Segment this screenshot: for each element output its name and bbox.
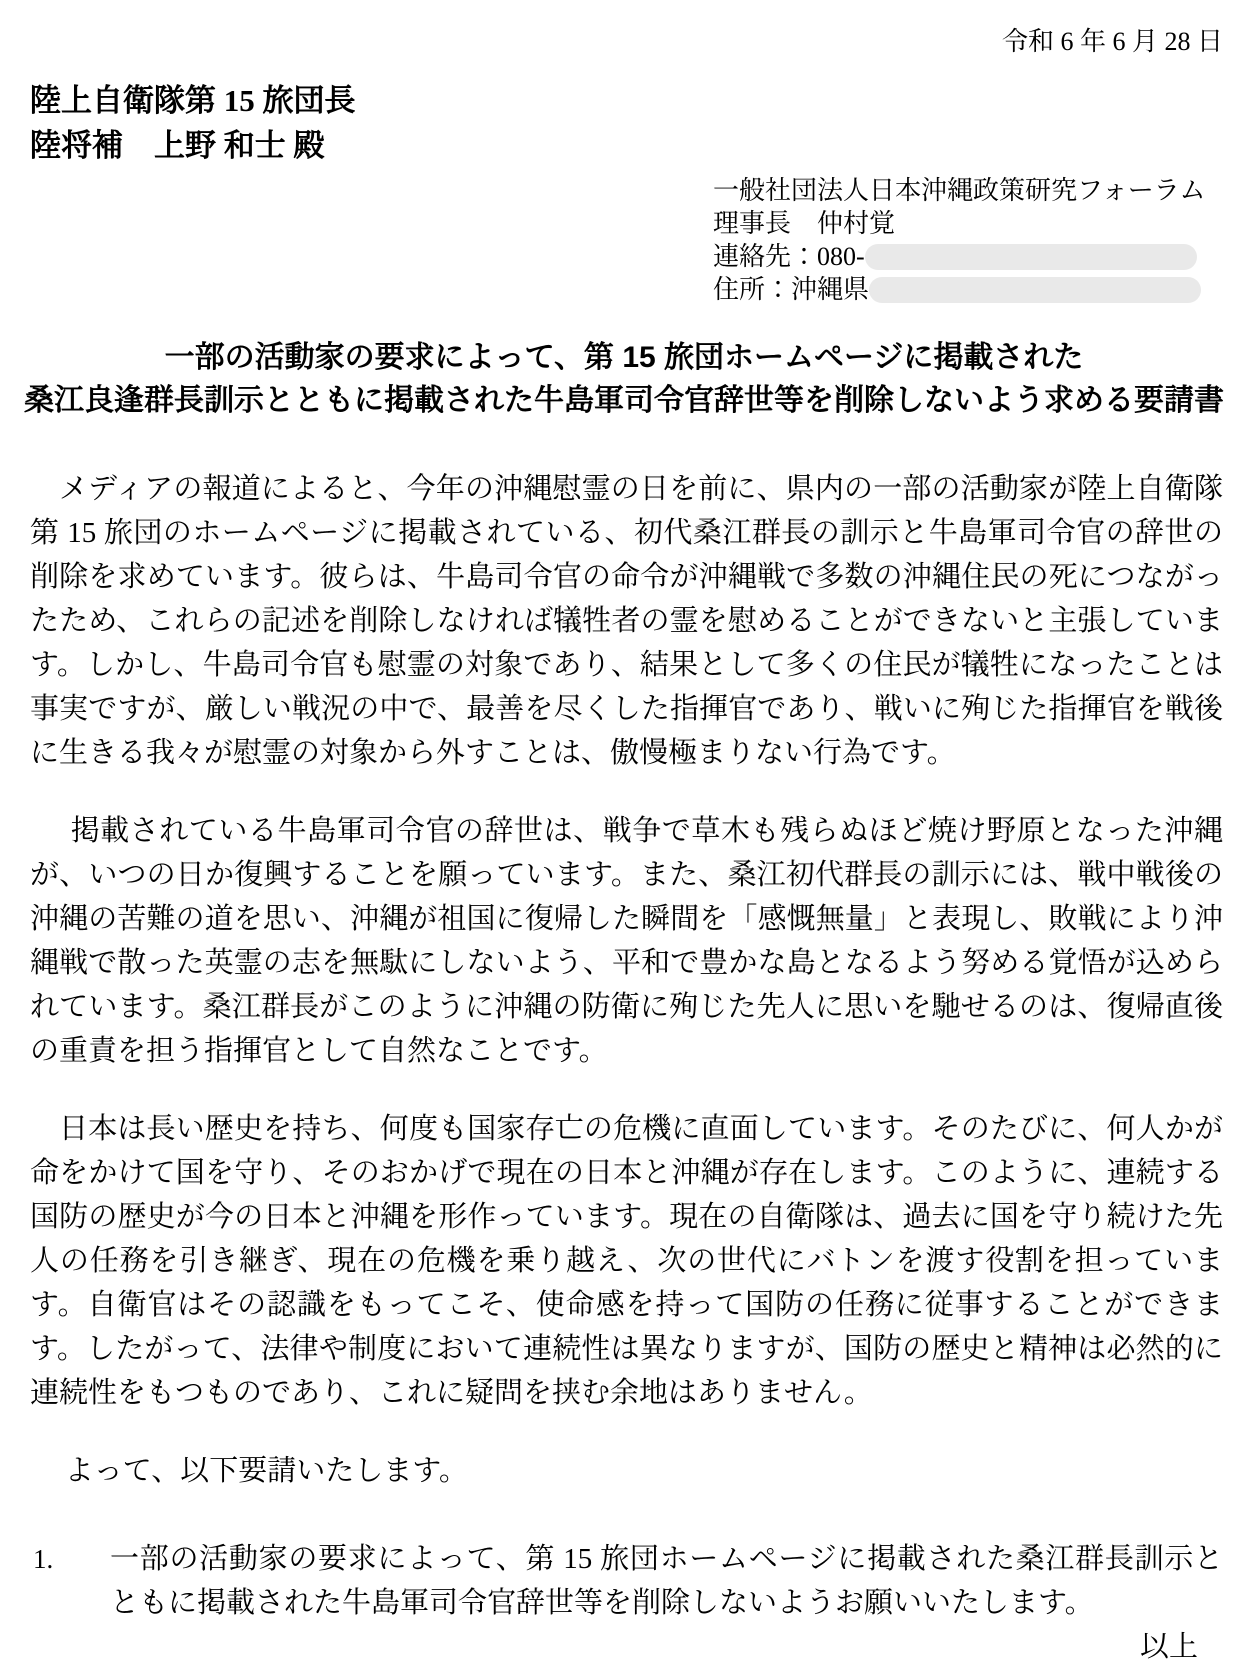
document-title-line2: 桑江良逢群長訓示とともに掲載された牛島軍司令官辞世等を削除しないよう求める要請書 <box>24 384 1224 417</box>
request-item-text: 一部の活動家の要求によって、第 15 旅団ホームページに掲載された桑江群長訓示とともに掲載された牛島軍司令官辞世等を削除しないようお願いいたします。 <box>110 1543 1223 1619</box>
paragraph-media-report: メディアの報道によると、今年の沖縄慰霊の日を前に、県内の一部の活動家が陸上自衛隊第 15 旅団のホームページに掲載されている、初代桑江群長の訓示と牛島軍司令官の辞世の削除を求めています。彼らは、牛島司令官の命令が沖縄戦で多数の沖縄住民の死につながったため、これらの記述を削除しなければ犠牲者の霊を慰めることができないと主張しています。しかし、牛島司令官も慰霊の対象であり、結果として多くの住民が犠牲になったことは事実ですが、厳しい戦況の中で、最善を尽くした指揮官であり、戦いに殉じた指揮官を戦後に生きる我々が慰霊の対象から外すことは、傲慢極まりない行為です。 <box>30 473 1224 769</box>
recipient-title: 陸上自衛隊第 15 旅団長 <box>30 83 356 118</box>
sender-organization: 一般社団法人日本沖縄政策研究フォーラム <box>713 176 1206 205</box>
request-item <box>30 1537 1223 1625</box>
paragraph-japan-history: 日本は長い歴史を持ち、何度も国家存亡の危機に直面しています。そのたびに、何人かが命をかけて国を守り、そのおかげで現在の日本と沖縄が存在します。このように、連続する国防の歴史が今の日本と沖縄を形作っています。現在の自衛隊は、過去に国を守り続けた先人の任務を引き継ぎ、現在の危機を乗り越え、次の世代にバトンを渡す役割を担っています。自衛官はその認識をもってこそ、使命感を持って国防の任務に従事することができます。したがって、法律や制度において連続性は異なりますが、国防の歴史と精神は必然的に連続性をもつものであり、これに疑問を挟む余地はありません。 <box>30 1113 1223 1409</box>
request-item-number: 1. <box>33 1544 54 1574</box>
request-list <box>30 1537 1223 1625</box>
sender-address-line <box>713 273 1223 306</box>
document-title-line1: 一部の活動家の要求によって、第 15 旅団ホームページに掲載された <box>164 341 1084 374</box>
document-page <box>0 26 1248 1666</box>
closing-ijou: 以上 <box>1139 1631 1198 1663</box>
document-body <box>30 467 1223 1669</box>
sender-representative: 理事長 仲村覚 <box>713 209 896 238</box>
sender-contact-label: 連絡先：080- <box>713 242 865 271</box>
contact-redaction-box <box>865 244 1197 270</box>
paragraph-jisei-kunji: 掲載されている牛島軍司令官の辞世は、戦争で草木も残らぬほど焼け野原となった沖縄が、いつの日か復興することを願っています。また、桑江初代群長の訓示には、戦中戦後の沖縄の苦難の道を思い、沖縄が祖国に復帰した瞬間を「感慨無量」と表現し、敗戦により沖縄戦で散った英霊の志を無駄にしないよう、平和で豊かな島となるよう努める覚悟が込められています。桑江群長がこのように沖縄の防衛に殉じた先人に思いを馳せるのは、復帰直後の重責を担う指揮官として自然なことです。 <box>30 815 1223 1067</box>
paragraph-request-intro: よって、以下要請いたします。 <box>64 1455 468 1487</box>
recipient-name: 陸将補 上野 和士 殿 <box>30 128 325 163</box>
document-date: 令和 6 年 6 月 28 日 <box>1001 27 1223 56</box>
sender-contact-line <box>713 240 1223 273</box>
document-title <box>20 336 1228 422</box>
address-redaction-box <box>869 277 1201 303</box>
sender-address-label: 住所：沖縄県 <box>713 275 870 304</box>
recipient-block <box>30 78 1223 168</box>
sender-block <box>713 174 1223 306</box>
